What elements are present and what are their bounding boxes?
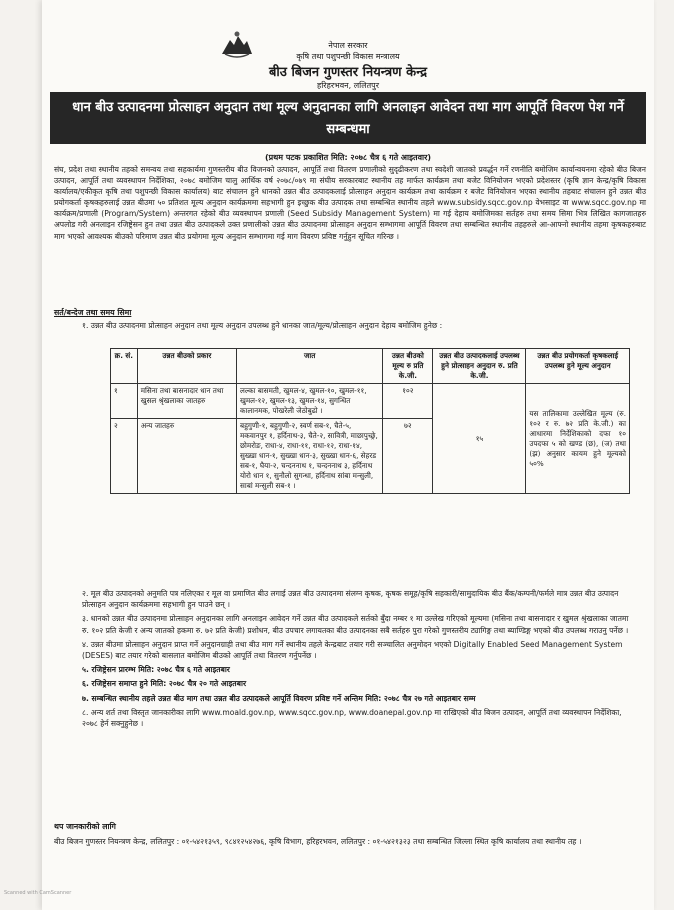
notice-body: संघ, प्रदेश तथा स्थानीय तहको समन्वय तथा सहकार्यमा गुणस्तरीय बीउ विजनको उत्पादन, आपूर्ति तथा वितरण प्रणालीको सुदृढीकरण तथा स्वदेशी जातको प्रवर्द्धन गर्ने रणनीति बमोजिम कार्यान्वयनमा रहेको बीउ बिजन उत्पादन, आपूर्ति तथा व्यवस्थापन निर्देशिका, २०७८ बमोजिम चालु आर्थिक वर्ष २०७८/०७९ मा संघीय सरकारबाट स्थानीय तह मार्फत कार्यक्रम तथा बजेट विनियोजन भएको प्रदेशस्तर (कृषि ज्ञान केन्द्र/कृषि विकास कार्यालय/एकीकृत कृषि तथा पशुपन्छी विकास कार्यालय) बाट संचालन हुने धानको उन्नत बीउ उत्पादकलाई प्रोत्साहन अनुदान कार्यक्रम तथा कार्यक्रम र बजेट विनियोजन भएका स्थानीय तहबाट संचालन हुने उन्नत बीउ प्रयोगकर्ता कृषकहरुलाई उन्नत बीउमा ५० प्रतिशत मूल्य अनुदान कार्यक्रममा सहभागी हुन इच्छुक बीउ उत्पादक तथा सम्बन्धित स्थानीय तहले www.subsidy.sqcc.gov.np वेभसाइट वा www.sqcc.gov.np मा कार्यक्रम/प्रणाली (Program/System) अन्तरगत रहेको बीउ व्यवस्थापन प्रणाली (Seed Subsidy Management System) मा गई देहाय बमोजिमका सर्तहरु तथा समय सिमा भित्र लिखित कागजातहरु अपलोड गरी अनलाइन रजिष्ट्रेसन हुन तथा उन्नत बीउ उत्पादकले उक्त प्रणालीको उन्नत बीउ उत्पादनमा प्रोत्साहन अनुदान सम्भागमा आपूर्ति विवरण तथा सम्बन्धित स्थानीय तहहरुले आ-आफ्नो स्थानीय तहमा कृषकहरुबाट माग भएको आवश्यक बीउको परिमाण उन्नत बीउ प्रयोगमा मूल्य अनुदान सम्भागमा गई माग विवरण प्रविष्ट गर्नुहुन सूचित गरिन्छ । [54, 165, 646, 241]
row-seed-type: अन्य जातहरु [137, 419, 236, 494]
publication-date: (प्रथम पटक प्रकाशित मिति: २०७८ चैत्र ६ गते आइतवार) [264, 153, 432, 162]
contact-heading: थप जानकारीको लागि [54, 822, 116, 831]
row-varieties: लल्का बासमती, खुमल-४, खुमल-१०, खुमल-११, खुमल-१२, खुमल-१३, खुमल-१४, सुगन्धित कालानमक, पोखरेली जेठोबुढो । [237, 384, 383, 419]
condition-item-2: २. मूल बीउ उत्पादनको अनुमति पत्र नलिएका र मूल वा प्रमाणित बीउ लगाई उन्नत बीउ उत्पादनमा संलग्न कृषक, कृषक समूह/कृषि सहकारी/सामुदायिक बीउ बैंक/कम्पनी/फर्मले मात्र उन्नत बीउ उत्पादन प्रोत्साहन अनुदान कार्यक्रममा सहभागी हुन पाउने छन् । [82, 589, 619, 610]
row-sn: २ [111, 419, 138, 494]
office-address: हरिहरभवन, ललितपुर [316, 81, 379, 90]
header-sn: क्र. सं. [111, 349, 138, 384]
header-incentive: उन्नत बीउ उत्पादकलाई उपलब्ध हुने प्रोत्साहन अनुदान रु. प्रति के.जी. [433, 349, 526, 384]
row-seed-type: मसिना तथा बासनादार धान तथा खुसल श्रृंखलाका जातहरु [137, 384, 236, 419]
condition-item-6: ६. रजिष्ट्रेसन समाप्त हुने मिति: २०७८ चैत्र २० गते आइतबार [82, 679, 247, 689]
condition-item-4: ४. उन्नत बीउमा प्रोत्साहन अनुदान प्राप्त गर्ने अनुदानग्राही तथा बीउ माग गर्ने स्थानीय तहले केन्द्रबाट तयार गरी सञ्चालित अनुमोदन भएको Digitally Enabled Seed Management System (DESES) बाट तयार गरेको बासलात बमोजिम बीउको आपूर्ति तथा वितरण गर्नुपर्नेछ । [82, 639, 623, 661]
row-sn: १ [111, 384, 138, 419]
row-price: ७२ [383, 419, 433, 494]
notice-page [42, 0, 654, 910]
header-variety: जात [237, 349, 383, 384]
condition-item-3: ३. धानको उन्नत बीउ उत्पादनमा प्रोत्साहन अनुदानका लागि अनलाइन आवेदन गर्ने उन्नत बीउ उत्पादकले सर्तको बुँदा नम्बर १ मा उल्लेख गरिएको मूल्यमा (मसिना तथा बासनादार र खुमल श्रृंखलाका जातमा रु. १०२ प्रति केजी र अन्य जातको हकमा रु. ७२ प्रति केजी) प्रशोधन, बीउ उपचार लगायतका बीउ उत्पादनका सबै सर्तहरु पुरा गरेको गुणस्तरीय ट्यागिङ्ग तथा ब्याण्डिङ्ग भएको बीउ उपलब्ध गराउनु पर्नेछ । [82, 614, 629, 635]
row-price: १०२ [383, 384, 433, 419]
header-price: उन्नत बीउको मूल्य रु प्रति के.जी. [383, 349, 433, 384]
table-header-row [111, 349, 630, 384]
condition-item-8: ८. अन्य शर्त तथा विस्तृत जानकारीका लागि www.moald.gov.np, www.sqcc.gov.np, www.doanepal.gov.np मा राखिएको बीउ बिजन उत्पादन, आपूर्ति तथा व्यवस्थापन निर्देशिका, २०७८ हेर्न सक्नुहुनेछ । [82, 707, 622, 729]
government-label: नेपाल सरकार [328, 41, 368, 50]
condition-item-1: १. उन्नत बीउ उत्पादनमा प्रोत्साहन अनुदान तथा मूल्य अनुदान उपलब्ध हुने धानका जात/मूल्य/प्रोत्साहन अनुदान देहाय बमोजिम हुनेछ : [82, 321, 443, 330]
condition-item-5: ५. रजिष्ट्रेसन प्रारम्भ मिति: २०७८ चैत्र ६ गते आइतबार [82, 665, 230, 675]
row-varieties: बहुगुणी-१, बहुगुणी-२, स्वर्ण सब-१, चैते-५, मकवानपुर १, हर्दिनाथ-३, चैते-२, सावित्री, माछापुच्छ्रे, छोमरोङ, राधा-४, राधा-११, राधा-१२, राधा-१४, सुख्खा धान-१, सुख्खा धान-३, सुख्खा धान-६, सेहरड सब-१, घैया-२, चन्दननाथ १, चन्दननाथ ३, हर्दिनाथ योरो धान १, सुनौलो सुगन्धा, हर्दिनाथ सांबा मन्सुली, साबां मन्सुली सब-१ । [237, 419, 383, 494]
ministry-label: कृषि तथा पशुपन्छी विकास मन्त्रालय [296, 52, 400, 61]
conditions-heading: सर्त/बन्देज तथा समय सिमा [54, 308, 132, 317]
scanner-watermark: Scanned with CamScanner [4, 890, 72, 896]
incentive-value: १५ [433, 384, 526, 494]
subsidy-value: यस तालिकामा उल्लेखित मूल्य (रु. १०२ र रु. ७२ प्रति के.जी.) का आधारमा निर्देशिकाको दफा १० उपदफा ५ को खण्ड (छ), (ज) तथा (झ) अनुसार कायम हुने मूल्यको ५०% [526, 384, 630, 494]
header-subsidy: उन्नत बीउ प्रयोगकर्ता कृषकलाई उपलब्ध हुने मूल्य अनुदान [526, 349, 630, 384]
header-seed-type: उन्नत बीउको प्रकार [137, 349, 236, 384]
condition-item-7: ७. सम्बन्धित स्थानीय तहले उन्नत बीउ माग तथा उन्नत बीउ उत्पादकले आपूर्ति विवरण प्रविष्ट गर्ने अन्तिम मिति: २०७८ चैत्र २७ गते आइतबार सम्म [82, 693, 476, 703]
seed-price-table [110, 348, 630, 494]
notice-title: धान बीउ उत्पादनमा प्रोत्साहन अनुदान तथा मूल्य अनुदानका लागि अनलाइन आवेदन तथा माग आपूर्ति विवरण पेश गर्ने सम्बन्धमा [50, 92, 646, 144]
conditions-list [82, 588, 637, 732]
office-name: बीउ बिजन गुणस्तर नियन्त्रण केन्द्र [269, 65, 427, 80]
contact-info: बीउ बिजन गुणस्तर नियन्त्रण केन्द्र, ललितपुर : ०१-५४२१३५९, ९८४१२५४२७६, कृषि विभाग, हरिहरभवन, ललितपुर : ०१-५४२१३२३ तथा सम्बन्धित जिल्ला स्थित कृषि कार्यालय तथा स्थानीय तह । [54, 837, 582, 846]
table-row [111, 384, 630, 419]
